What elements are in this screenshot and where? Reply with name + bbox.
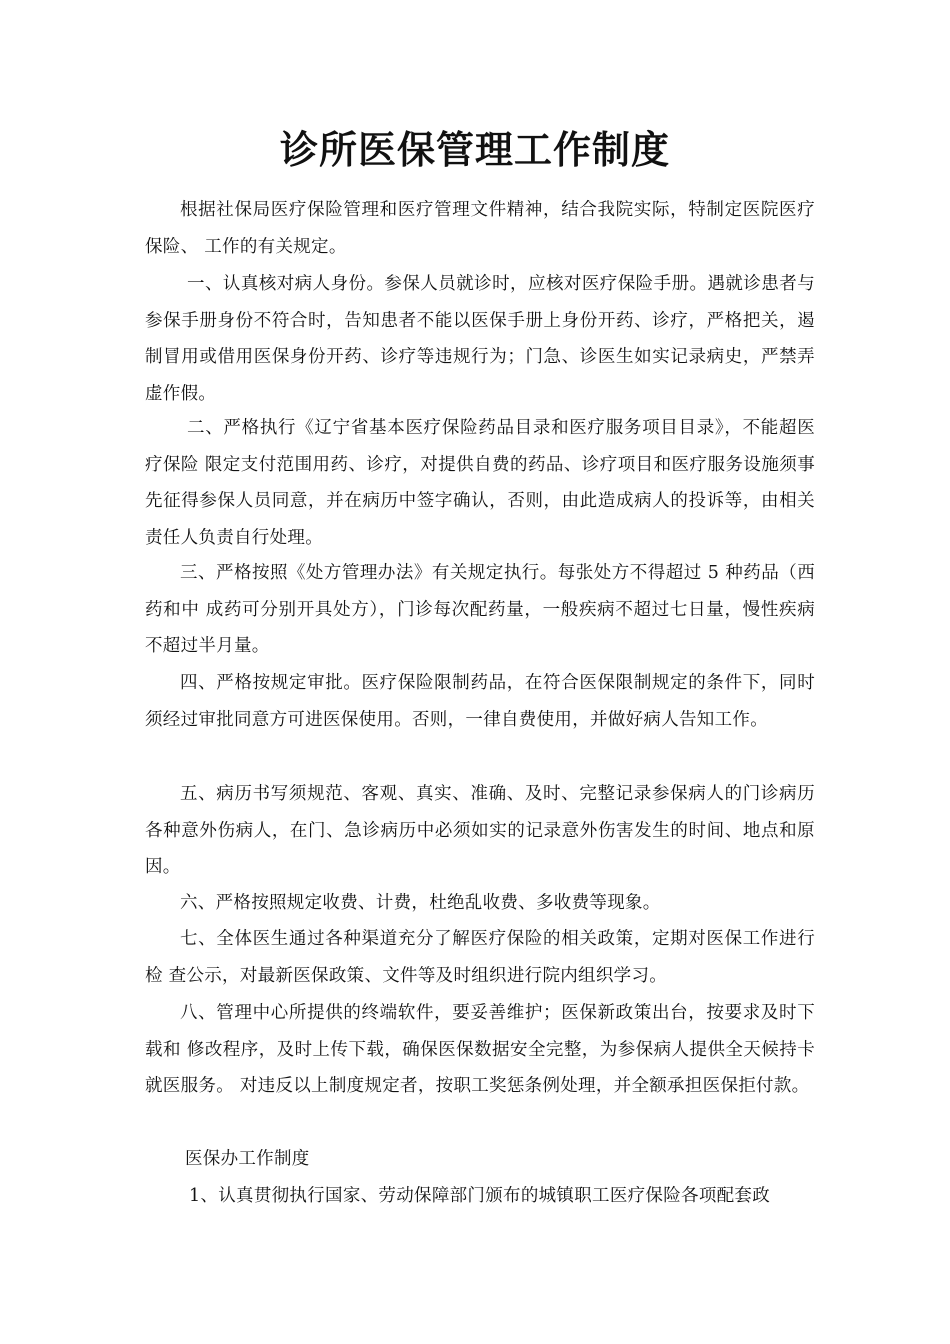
paragraph-section-8: 八、管理中心所提供的终端软件，要妥善维护；医保新政策出台，按要求及时下载和 修改程序，及时上传下载，确保医保数据安全完整，为参保病人提供全天候持卡就医服务。 对违反以上制度规定者，按职工奖惩条例处理，并全额承担医保拒付款。 xyxy=(145,1003,815,1097)
paragraph-section-5: 五、病历书写须规范、客观、真实、准确、及时、完整记录参保病人的门诊病历 各种意外伤病人，在门、急诊病历中必须如实的记录意外伤害发生的时间、地点和原因。 xyxy=(145,784,815,878)
paragraph-section-2: 二、严格执行《辽宁省基本医疗保险药品目录和医疗服务项目目录》，不能超医疗保险 限定支付范围用药、诊疗，对提供自费的药品、诊疗项目和医疗服务设施须事先征得参保人员同意，并在病历中签字确认，否则，由此造成病人的投诉等，由相关责任人负责自行处理。 xyxy=(145,418,815,548)
page-title: 诊所医保管理工作制度 xyxy=(279,128,670,172)
paragraph-section-4: 四、严格按规定审批。医疗保险限制药品，在符合医保限制规定的条件下，同时须经过审批同意方可进医保使用。否则，一律自费使用，并做好病人告知工作。 xyxy=(145,673,815,730)
subsection-heading: 医保办工作制度 xyxy=(185,1149,310,1169)
paragraph-section-6: 六、严格按照规定收费、计费，杜绝乱收费、多收费等现象。 xyxy=(180,893,661,913)
intro-paragraph: 根据社保局医疗保险管理和医疗管理文件精神，结合我院实际，特制定医院医疗保险、 工作的有关规定。 xyxy=(145,200,815,257)
paragraph-section-7: 七、全体医生通过各种渠道充分了解医疗保险的相关政策，定期对医保工作进行检 查公示，对最新医保政策、文件等及时组织进行院内组织学习。 xyxy=(145,929,815,986)
subsection-item-1: 1、认真贯彻执行国家、劳动保障部门颁布的城镇职工医疗保险各项配套政 xyxy=(189,1186,771,1206)
paragraph-section-1: 一、认真核对病人身份。参保人员就诊时，应核对医疗保险手册。遇就诊患者与参保手册身份不符合时，告知患者不能以医保手册上身份开药、诊疗，严格把关，遏制冒用或借用医保身份开药、诊疗等违规行为；门急、诊医生如实记录病史，严禁弄虚作假。 xyxy=(145,274,815,404)
paragraph-section-3: 三、严格按照《处方管理办法》有关规定执行。每张处方不得超过 5 种药品（西药和中 成药可分别开具处方），门诊每次配药量，一般疾病不超过七日量，慢性疾病不超过半月量。 xyxy=(145,563,815,657)
